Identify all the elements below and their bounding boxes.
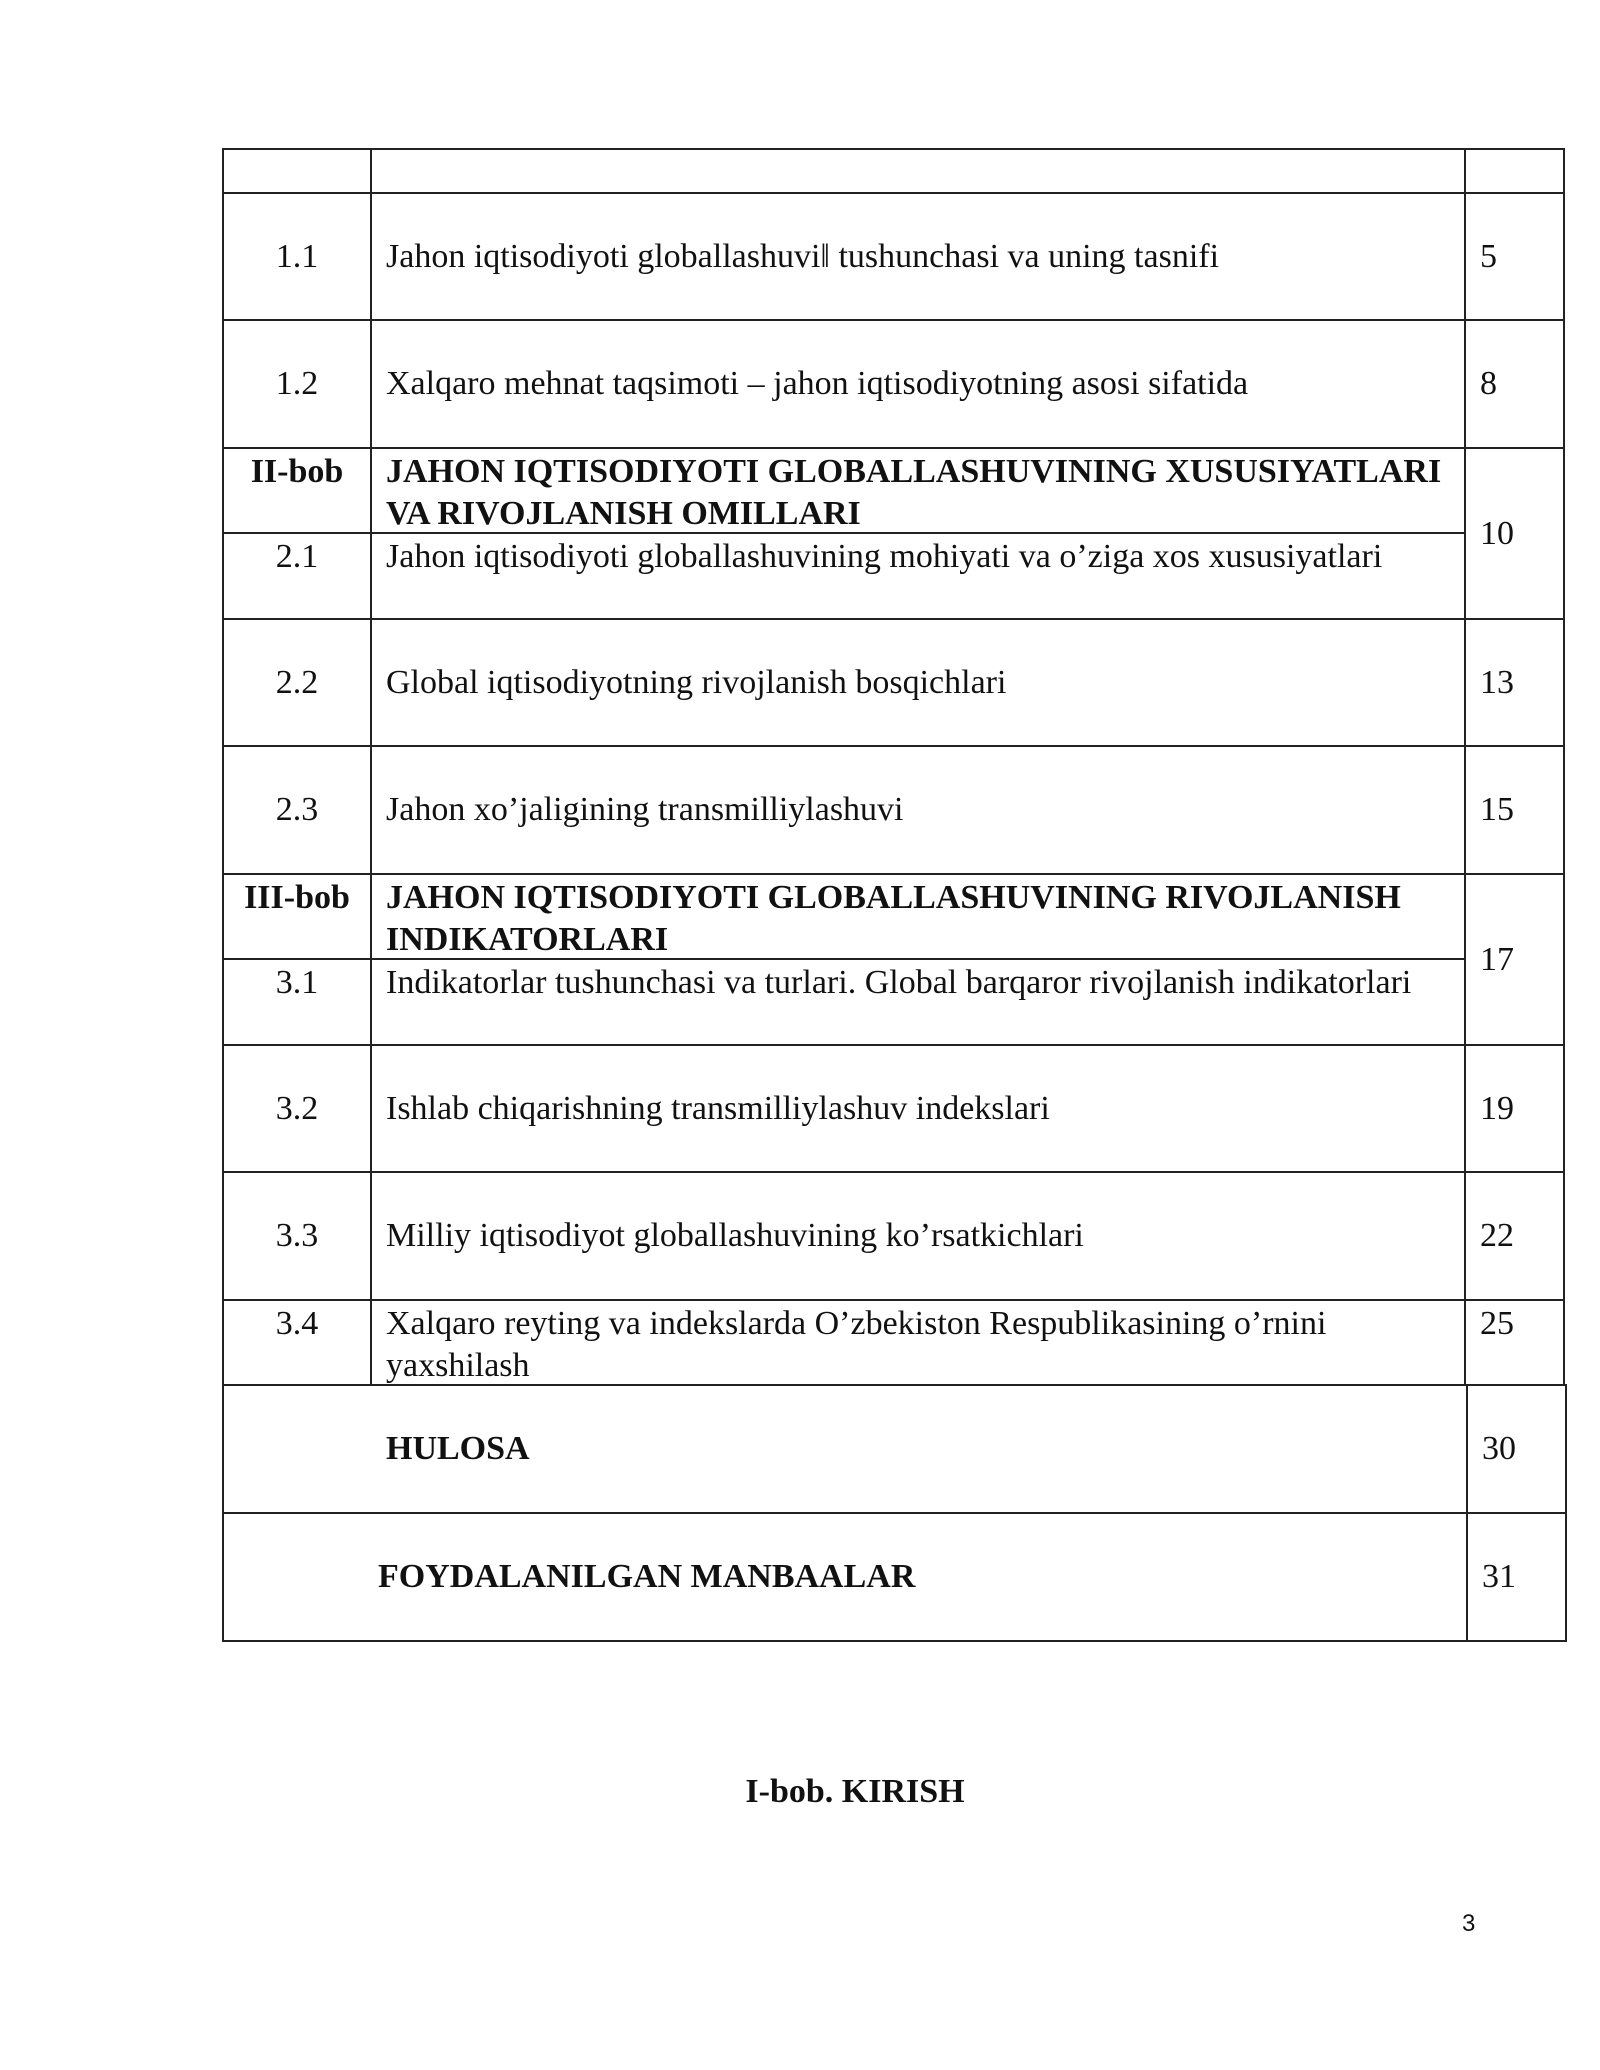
toc-row-page: 22 [1480, 1217, 1514, 1254]
toc-references-page: 31 [1482, 1558, 1516, 1595]
toc-row-number: 3.1 [275, 964, 319, 1001]
toc-row-number: 3.4 [275, 1305, 319, 1342]
toc-row-page: 8 [1480, 365, 1497, 402]
toc-row-number: 3.2 [275, 1089, 319, 1127]
toc-row-number: 2.1 [275, 538, 319, 575]
toc-conclusion-title[interactable]: HULOSA [386, 1430, 530, 1467]
table-rule [222, 1640, 1567, 1642]
toc-chapter-number: III-bob [244, 879, 350, 916]
toc-row-title[interactable]: Milliy iqtisodiyot globallashuvining ko’rsatkichlari [386, 1217, 1084, 1254]
toc-row-number: 2.3 [275, 791, 319, 828]
toc-references-title[interactable]: FOYDALANILGAN MANBAALAR [378, 1558, 916, 1595]
toc-chapter-title[interactable]: JAHON IQTISODIYOTI GLOBALLASHUVINING XUSUSIYATLARI VA RIVOJLANISH OMILLARI [386, 453, 1442, 532]
toc-row-page: 15 [1480, 791, 1514, 828]
toc-row-page: 19 [1480, 1089, 1514, 1127]
toc-row-number: 3.3 [275, 1217, 319, 1254]
toc-chapter-title[interactable]: JAHON IQTISODIYOTI GLOBALLASHUVINING RIVOJLANISH INDIKATORLARI [386, 879, 1401, 958]
table-rule [1563, 148, 1565, 1386]
toc-chapter-page: 10 [1480, 514, 1514, 552]
toc-conclusion-page: 30 [1482, 1430, 1516, 1467]
toc-row-title[interactable]: Jahon iqtisodiyoti globallashuvi‖ tushunchasi va uning tasnifi [386, 237, 1220, 275]
page-number: 3 [1462, 1910, 1476, 1937]
toc-row-number: 1.2 [275, 365, 319, 402]
toc-row-number: 2.2 [275, 663, 319, 701]
toc-chapter-page: 17 [1480, 940, 1514, 978]
toc-row-title[interactable]: Ishlab chiqarishning transmilliylashuv indekslari [386, 1089, 1050, 1127]
toc-row-title[interactable]: Jahon iqtisodiyoti globallashuvining mohiyati va o’ziga xos xususiyatlari [386, 538, 1383, 575]
toc-chapter-number: II-bob [250, 453, 344, 490]
toc-row-title[interactable]: Global iqtisodiyotning rivojlanish bosqichlari [386, 663, 1007, 701]
toc-row-page: 13 [1480, 663, 1514, 701]
toc-row-title[interactable]: Xalqaro reyting va indekslarda O’zbekiston Respublikasining o’rnini yaxshilash [386, 1305, 1327, 1384]
toc-row-title[interactable]: Jahon xo’jaligining transmilliylashuvi [386, 791, 904, 828]
toc-row-number: 1.1 [275, 237, 319, 275]
toc-row-page: 5 [1480, 237, 1497, 275]
toc-row-page: 25 [1480, 1305, 1514, 1342]
table-rule [1565, 1384, 1567, 1642]
toc-row-title[interactable]: Xalqaro mehnat taqsimoti – jahon iqtisodiyotning asosi sifatida [386, 365, 1249, 402]
toc-row-title[interactable]: Indikatorlar tushunchasi va turlari. Global barqaror rivojlanish indikatorlari [386, 964, 1412, 1001]
table-rule [222, 148, 1565, 150]
section-heading: I-bob. KIRISH [745, 1773, 965, 1810]
